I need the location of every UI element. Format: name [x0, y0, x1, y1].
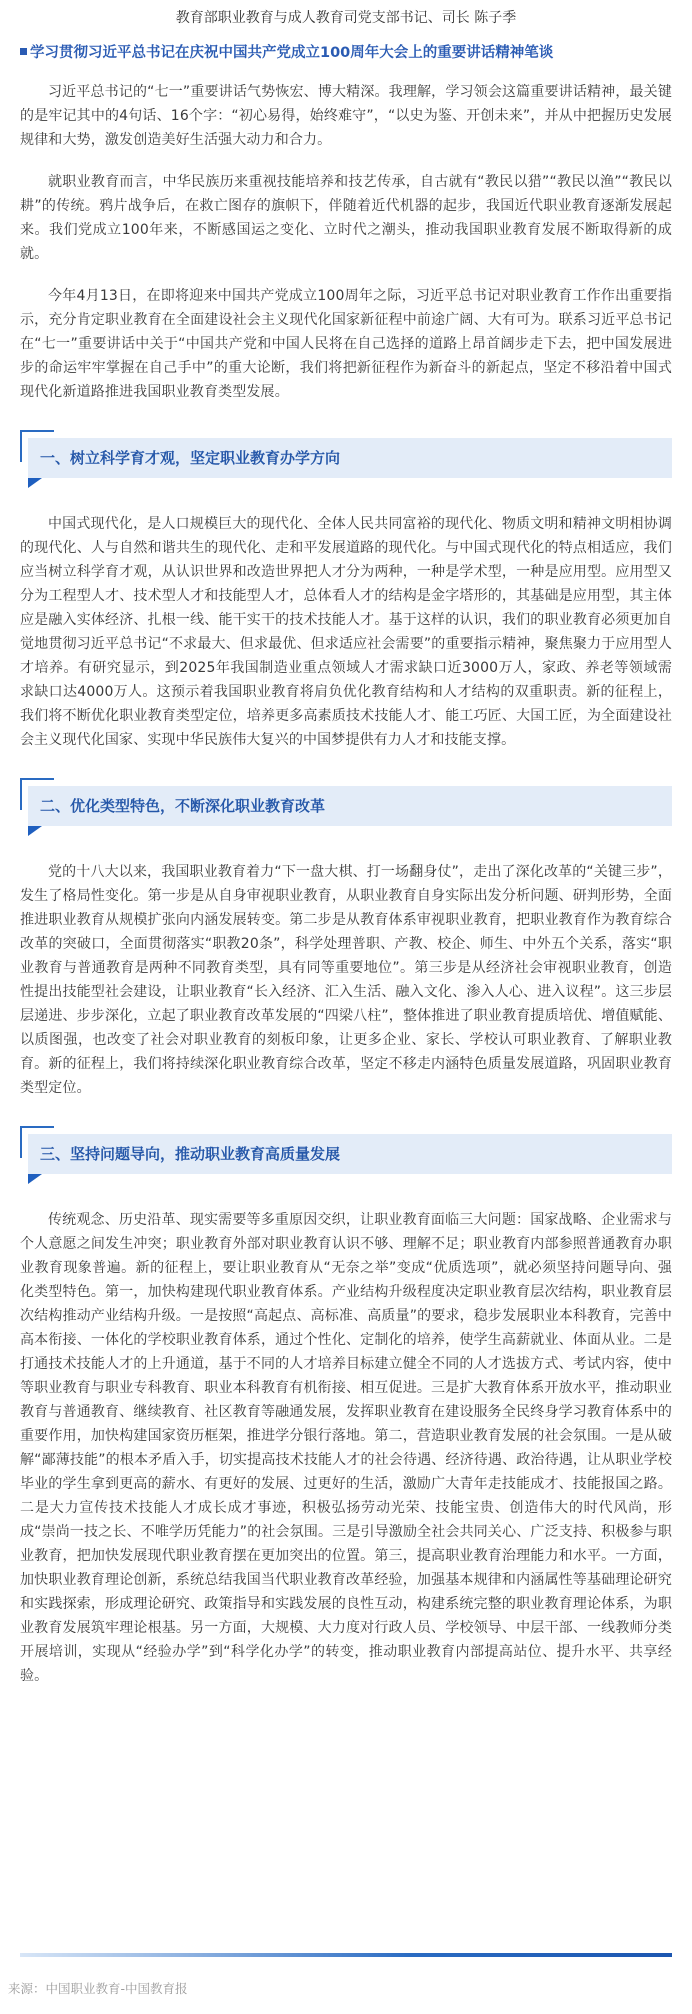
- bottom-divider: [20, 1953, 672, 1957]
- section-heading-text: 一、树立科学育才观，坚定职业教育办学方向: [40, 449, 341, 467]
- section-heading-text: 三、坚持问题导向，推动职业教育高质量发展: [40, 1145, 341, 1163]
- source-line: 来源：中国职业教育-中国教育报: [8, 1981, 188, 1996]
- section-3-paragraph-1: 传统观念、历史沿革、现实需要等多重原因交织，让职业教育面临三大问题：国家战略、企业需求与个人意愿之间发生冲突；职业教育外部对职业教育认识不够、理解不足；职业教育内部参照普通教育办职业教育现象普遍。新的征程上，要让职业教育从“无奈之举”变成“优质选项”，就必须坚持问题导向、强化类型特色。第一，加快构建现代职业教育体系。产业结构升级程度决定职业教育层次结构，职业教育层次结构推动产业结构升级。一是按照“高起点、高标准、高质量”的要求，稳步发展职业本科教育，完善中高本衔接、一体化的学校职业教育体系，通过个性化、定制化的培养，使学生高薪就业、体面从业。二是打通技术技能人才的上升通道，基于不同的人才培养目标建立健全不同的人才选拔方式、考试内容，使中等职业教育与职业专科教育、职业本科教育有机衔接、相互促进。三是扩大教育体系开放水平，推动职业教育与普通教育、继续教育、社区教育等融通发展，发挥职业教育在建设服务全民终身学习教育体系中的重要作用，加快构建国家资历框架，推进学分银行落地。第二，营造职业教育发展的社会氛围。一是从破解“鄙薄技能”的根本矛盾入手，切实提高技术技能人才的社会待遇、经济待遇、政治待遇，让从职业学校毕业的学生拿到更高的薪水、有更好的发展、过更好的生活，激励广大青年走技能成才、技能报国之路。二是大力宣传技术技能人才成长成才事迹，积极弘扬劳动光荣、技能宝贵、创造伟大的时代风尚，形成“崇尚一技之长、不唯学历凭能力”的社会氛围。三是引导激励全社会共同关心、广泛支持、积极参与职业教育，把加快发展现代职业教育摆在更加突出的位置。第三，提高职业教育治理能力和水平。一方面，加快职业教育理论创新，系统总结我国当代职业教育改革经验，加强基本规律和内涵属性等基础理论研究和实践探索，形成理论研究、政策指导和实践发展的良性互动，构建系统完整的职业教育理论体系，为职业教育发展筑牢理论根基。另一方面，大规模、大力度对行政人员、学校领导、中层干部、一线教师分类开展培训，实现从“经验办学”到“科学化办学”的转变，推动职业教育内部提高站位、提升水平、共享经验。: [20, 1212, 672, 1684]
- section-heading-2: [20, 778, 672, 834]
- lead-title: [20, 42, 672, 64]
- corner-triangle-icon: [28, 826, 42, 836]
- intro-paragraph-2: 就职业教育而言，中华民族历来重视技能培养和技艺传承，自古就有“教民以猎”“教民以渔”“教民以耕”的传统。鸦片战争后，在救亡图存的旗帜下，伴随着近代机器的起步，我国近代职业教育逐渐发展起来。我们党成立100年来，不断感国运之变化、立时代之潮头，推动我国职业教育发展不断取得新的成就。: [20, 174, 672, 262]
- lead-title-text: 学习贯彻习近平总书记在庆祝中国共产党成立100周年大会上的重要讲话精神笔谈: [30, 45, 554, 61]
- intro-paragraph-1: 习近平总书记的“七一”重要讲话气势恢宏、博大精深。我理解，学习领会这篇重要讲话精神，最关键的是牢记其中的4句话、16个字：“初心易得，始终难守”，“以史为鉴、开创未来”，并从中把握历史发展规律和大势，激发创造美好生活强大动力和合力。: [20, 84, 672, 148]
- intro-paragraph-3: 今年4月13日，在即将迎来中国共产党成立100周年之际，习近平总书记对职业教育工作作出重要指示，充分肯定职业教育在全面建设社会主义现代化国家新征程中前途广阔、大有可为。联系习近平总书记在“七一”重要讲话中关于“中国共产党和中国人民将在自己选择的道路上昂首阔步走下去，把中国发展进步的命运牢牢掌握在自己手中”的重大论断，我们将把新征程作为新奋斗的新起点，坚定不移沿着中国式现代化新道路推进我国职业教育类型发展。: [20, 288, 672, 400]
- author-line: 教育部职业教育与成人教育司党支部书记、司长 陈子季: [175, 10, 517, 26]
- section-heading-3: [20, 1126, 672, 1182]
- section-2-paragraph-1: 党的十八大以来，我国职业教育着力“下一盘大棋、打一场翻身仗”，走出了深化改革的“关键三步”，发生了格局性变化。第一步是从自身审视职业教育，从职业教育自身实际出发分析问题、研判形势，全面推进职业教育从规模扩张向内涵发展转变。第二步是从教育体系审视职业教育，把职业教育作为教育综合改革的突破口，全面贯彻落实“职教20条”，科学处理普职、产教、校企、师生、中外五个关系，落实“职业教育与普通教育是两种不同教育类型，具有同等重要地位”。第三步是从经济社会审视职业教育，创造性提出技能型社会建设，让职业教育“长入经济、汇入生活、融入文化、渗入人心、进入议程”。这三步层层递进、步步深化，立起了职业教育改革发展的“四梁八柱”，整体推进了职业教育提质培优、增值赋能、以质图强，也改变了社会对职业教育的刻板印象，让更多企业、家长、学校认可职业教育、了解职业教育。新的征程上，我们将持续深化职业教育综合改革，坚定不移走内涵特色质量发展道路，巩固职业教育类型定位。: [20, 864, 672, 1096]
- square-bullet-icon: [20, 48, 27, 55]
- corner-triangle-icon: [28, 478, 42, 488]
- section-heading-text: 二、优化类型特色，不断深化职业教育改革: [40, 797, 326, 815]
- corner-triangle-icon: [28, 1174, 42, 1184]
- section-1-paragraph-1: 中国式现代化，是人口规模巨大的现代化、全体人民共同富裕的现代化、物质文明和精神文明相协调的现代化、人与自然和谐共生的现代化、走和平发展道路的现代化。与中国式现代化的特点相适应，我们应当树立科学育才观，从认识世界和改造世界把人才分为两种，一种是学术型，一种是应用型。应用型又分为工程型人才、技术型人才和技能型人才，总体看人才的结构是金字塔形的，其基础是应用型，其主体应是融入实体经济、扎根一线、能干实干的技术技能人才。基于这样的认识，我们的职业教育必须更加自觉地贯彻习近平总书记“不求最大、但求最优、但求适应社会需要”的重要指示精神，聚焦聚力于应用型人才培养。有研究显示，到2025年我国制造业重点领域人才需求缺口近3000万人，家政、养老等领域需求缺口达4000万人。这预示着我国职业教育将肩负优化教育结构和人才结构的双重职责。新的征程上，我们将不断优化职业教育类型定位，培养更多高素质技术技能人才、能工巧匠、大国工匠，为全面建设社会主义现代化国家、实现中华民族伟大复兴的中国梦提供有力人才和技能支撑。: [20, 516, 672, 748]
- section-heading-1: [20, 430, 672, 486]
